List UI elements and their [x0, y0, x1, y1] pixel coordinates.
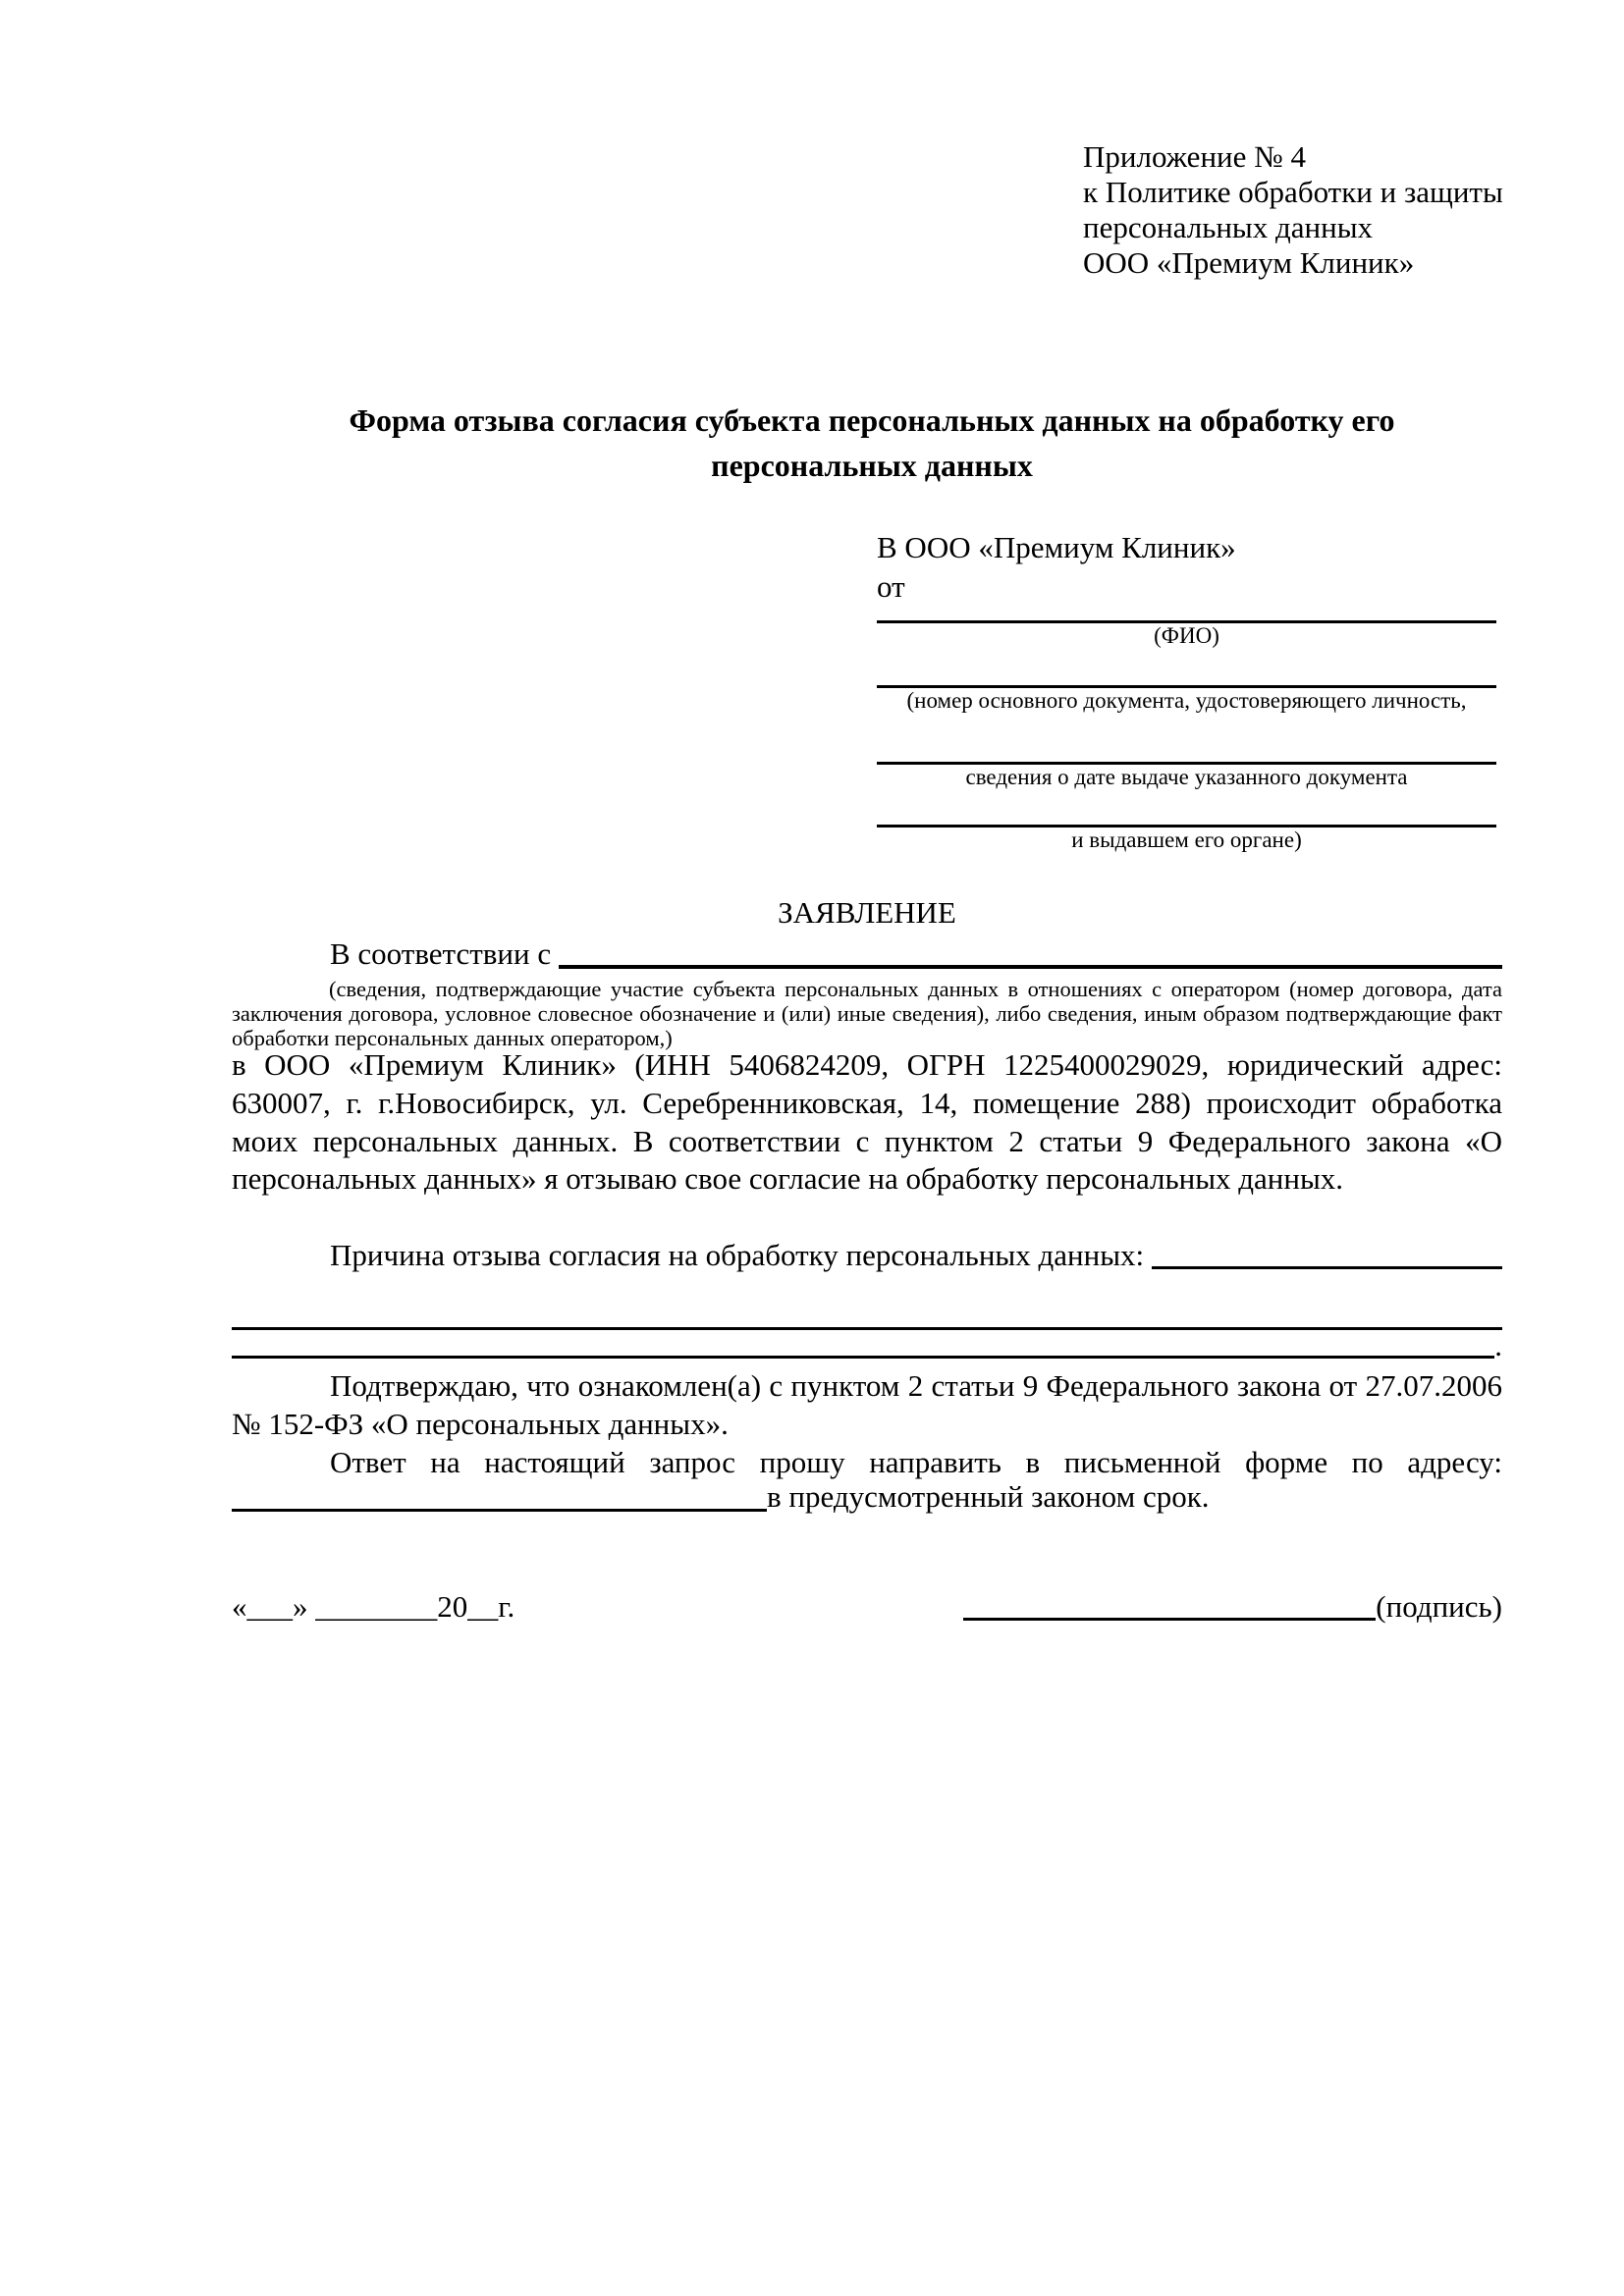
reason-row	[232, 1236, 1502, 1275]
appendix-line: персональных данных	[1083, 210, 1374, 244]
footer-row	[232, 1586, 1502, 1628]
reason-blank-line-3	[232, 1325, 1502, 1362]
reason-blank-line-2	[232, 1286, 1502, 1330]
fio-caption: (ФИО)	[1154, 623, 1219, 648]
document-title: Форма отзыва согласия субъекта персональных данных на обработку его персональных данных	[349, 402, 1395, 483]
reply-address-blank-line	[232, 1478, 767, 1512]
addressee-to: В ООО «Премиум Клиник»	[877, 530, 1236, 564]
issue-date-blank-line	[877, 714, 1496, 765]
reply-request-line: Ответ на настоящий запрос прошу направить в письменной форме по адресу:	[330, 1445, 1502, 1479]
document-number-caption: (номер основного документа, удостоверяющего личность,	[906, 688, 1467, 713]
appendix-line: Приложение № 4	[1083, 139, 1306, 174]
context-blank-line	[559, 934, 1502, 969]
document-number-blank-line	[877, 649, 1496, 688]
signature-blank-line	[963, 1586, 1376, 1621]
issuing-authority-blank-line	[877, 790, 1496, 828]
explanatory-note: (сведения, подтверждающие участие субъекта персональных данных в отношениях с оператором (номер договора, дата заключения договора, условное словесное обозначение и (или) иные сведения), либо сведения, иным образом подтверждающие факт обработки персональных данных оператором,)	[232, 977, 1502, 1050]
statement-heading: ЗАЯВЛЕНИЕ	[778, 895, 956, 930]
signature-caption: (подпись)	[1376, 1589, 1502, 1624]
reason-blank-line-3-rule	[232, 1325, 1494, 1359]
appendix-line: к Политике обработки и защиты	[1083, 175, 1503, 209]
issuing-authority-caption: и выдавшем его органе)	[1071, 828, 1302, 852]
date-line: «___» ________20__г.	[232, 1589, 515, 1624]
confirmation-paragraph: Подтверждаю, что ознакомлен(а) с пунктом 2 статьи 9 Федерального закона от 27.07.2006 № 152-ФЗ «О персональных данных».	[232, 1368, 1502, 1441]
intro-prefix: В соответствии с	[330, 936, 552, 971]
reason-end-punctuation: .	[1494, 1328, 1502, 1362]
appendix-header	[1083, 139, 1515, 281]
reply-address-row	[232, 1478, 1502, 1516]
reply-suffix: в предусмотренный законом срок.	[767, 1479, 1210, 1514]
reason-prefix: Причина отзыва согласия на обработку персональных данных:	[330, 1238, 1145, 1272]
intro-row	[232, 934, 1502, 974]
statement-body: в ООО «Премиум Клиник» (ИНН 5406824209, ОГРН 1225400029029, юридический адрес: 630007, г. г.Новосибирск, ул. Серебренниковская, 14, помещение 288) происходит обработка моих персональных данных. В соответствии с пунктом 2 статьи 9 Федерального закона «О персональных данных» я отзываю свое согласие на обработку персональных данных.	[232, 1047, 1502, 1197]
signature-group	[963, 1586, 1502, 1628]
addressee-block	[877, 528, 1496, 853]
reason-blank-line	[1152, 1236, 1502, 1269]
addressee-from-label: от	[877, 569, 905, 604]
appendix-line: ООО «Премиум Клиник»	[1083, 245, 1415, 280]
issue-date-caption: сведения о дате выдаче указанного документа	[965, 765, 1408, 789]
fio-blank-line	[877, 607, 1496, 623]
